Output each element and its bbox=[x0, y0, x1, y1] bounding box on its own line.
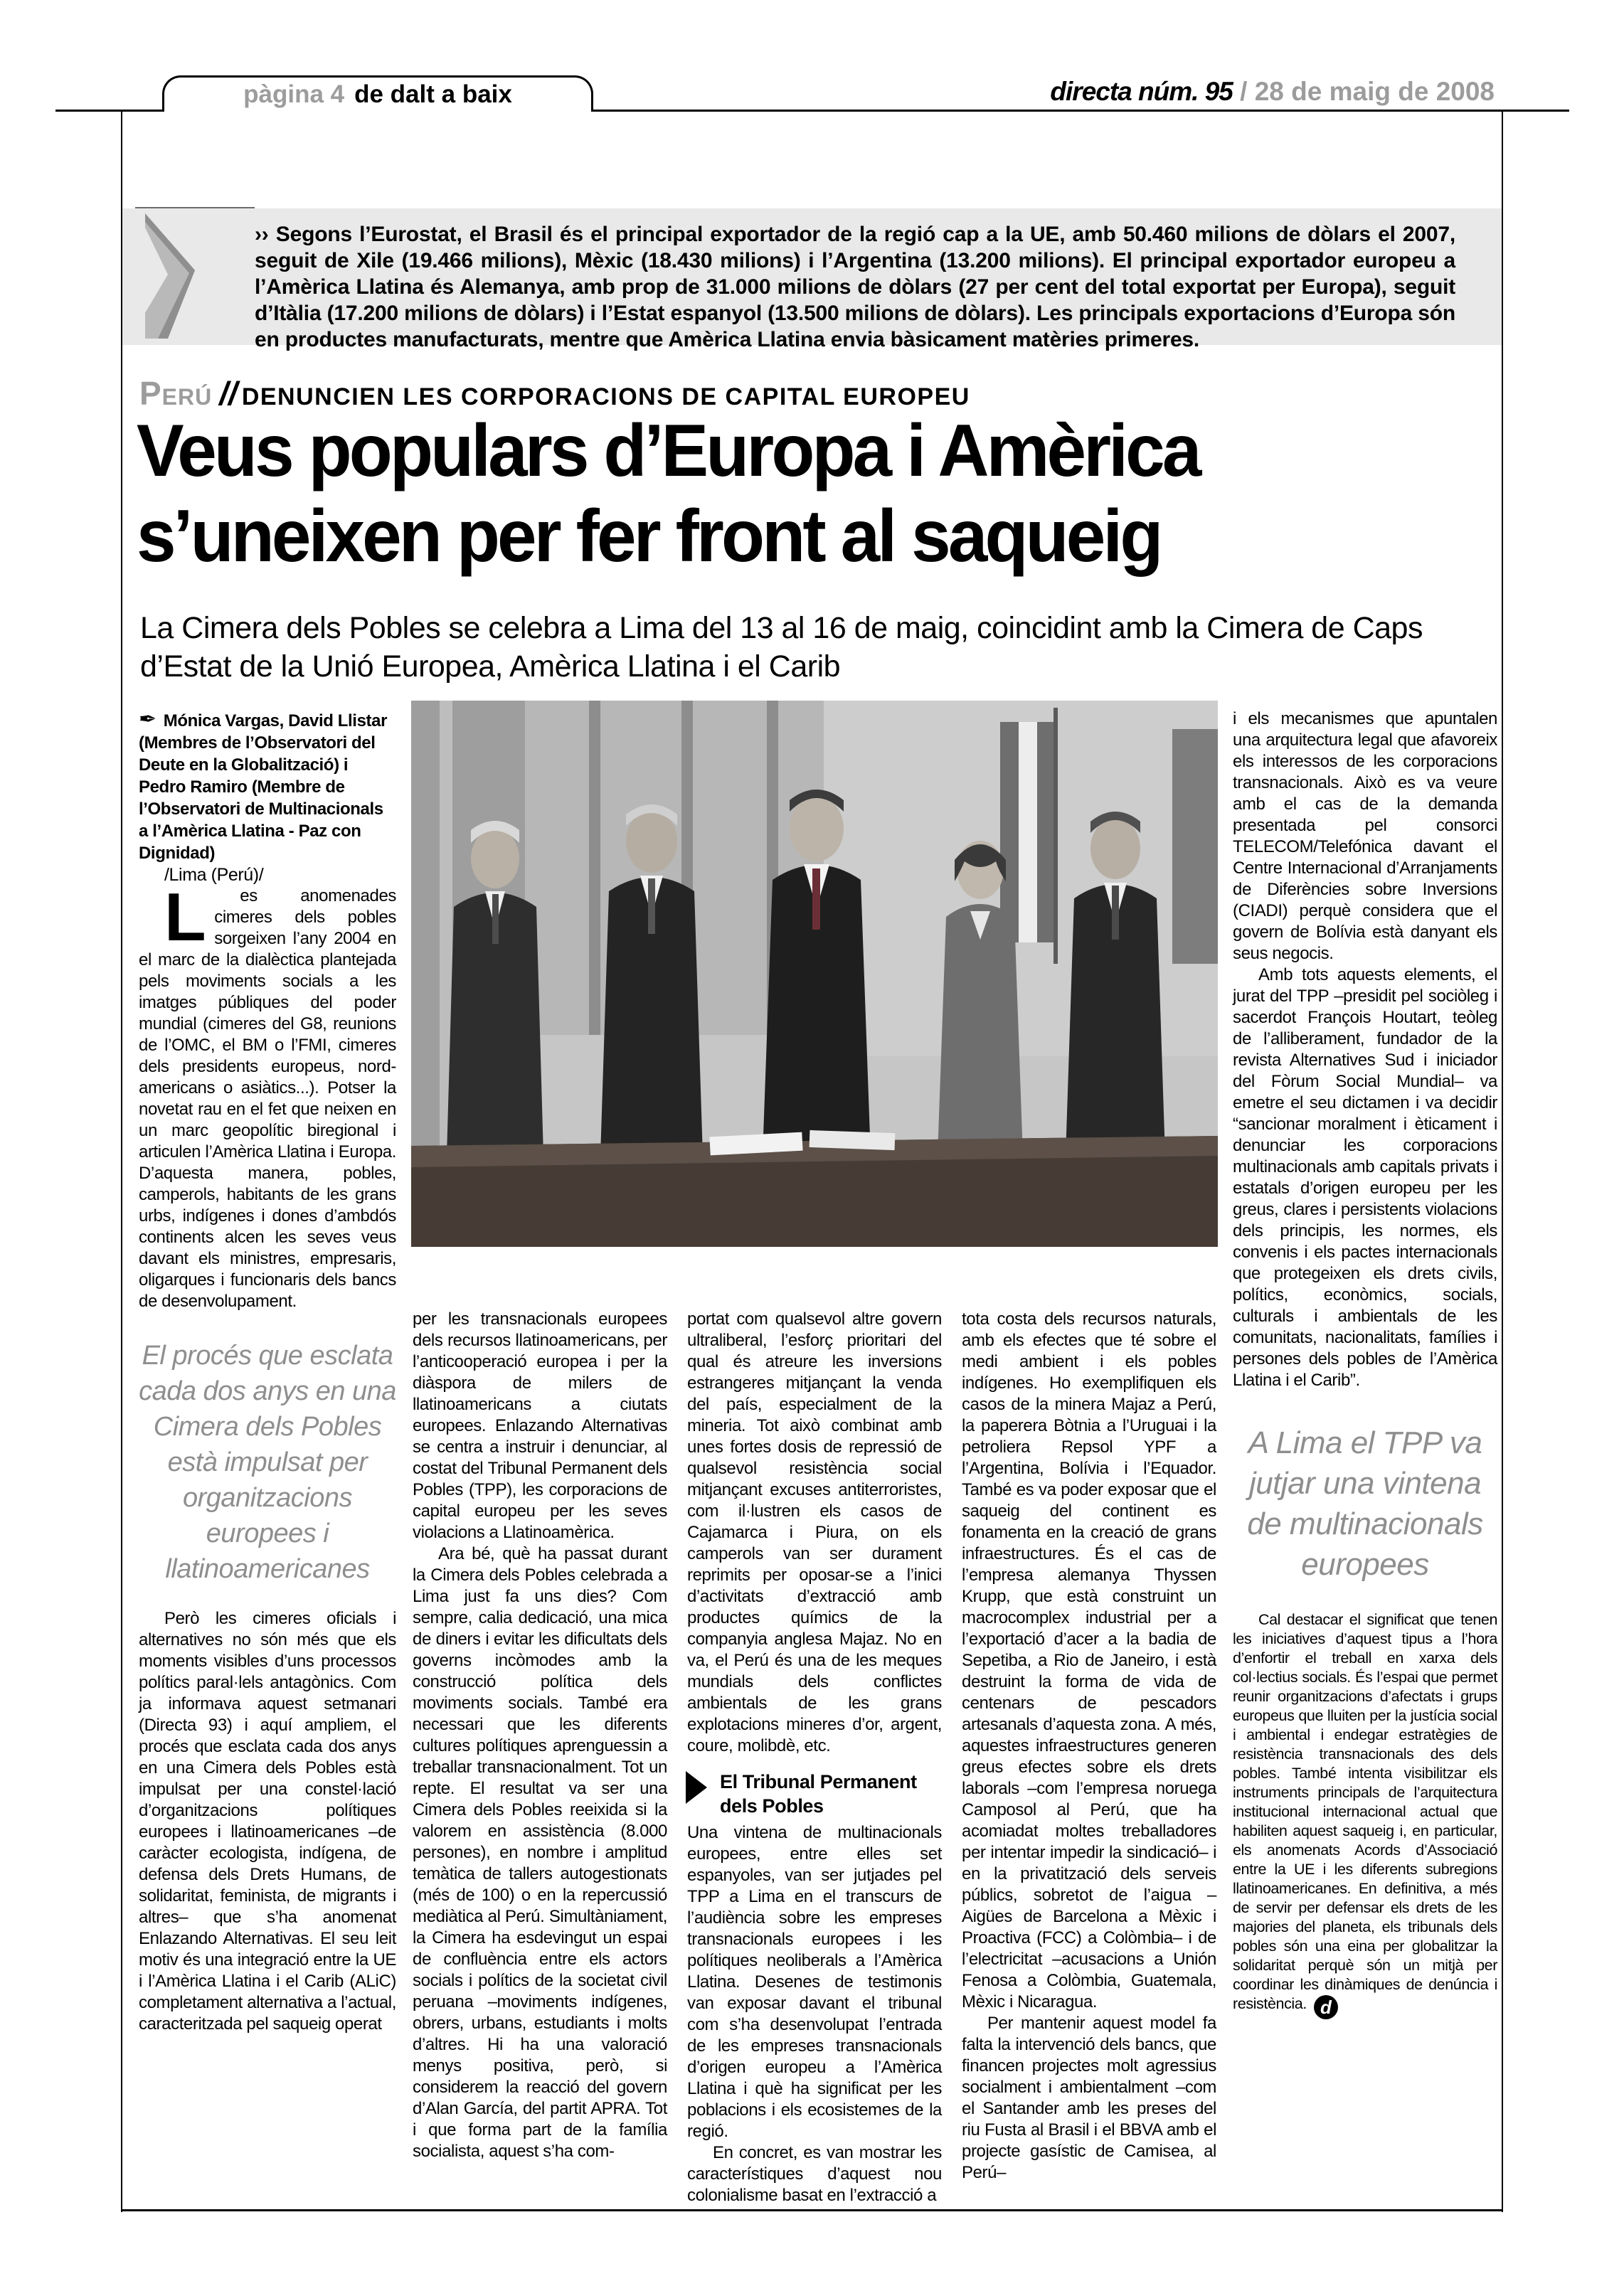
standfirst: La Cimera dels Pobles se celebra a Lima del 13 al 16 de maig, coincidint amb la Cimera de Caps d’Estat de la Unió Europea, Amèrica Llatina i el Carib bbox=[140, 611, 1423, 684]
pull-quote-left: El procés que esclata cada dos anys en una Cimera dels Pobles està impulsat per organitzacions europees i llatinoamericanes bbox=[139, 1341, 396, 1584]
opening-paragraph bbox=[139, 879, 396, 1312]
dateline: /Lima (Perú)/ bbox=[164, 865, 264, 885]
section-label: de dalt a baix bbox=[354, 80, 512, 108]
chevron-arrow-icon bbox=[139, 213, 232, 339]
section-marker-icon bbox=[686, 1771, 707, 1804]
paragraph: Per mantenir aquest model fa falta la intervenció dels bancs, que financen projectes molt agressius socialment i ambientalment –com el Santander amb les preses del riu Fusta al Brasil i el BBVA amb el projecte gasístic de Camisea, al Perú– bbox=[962, 2014, 1216, 2182]
photo-image bbox=[411, 701, 1218, 1247]
column-5 bbox=[1233, 708, 1497, 2019]
masthead bbox=[1050, 77, 1495, 107]
issue-title: directa núm. 95 bbox=[1050, 77, 1233, 106]
paragraph: Però les cimeres oficials i alternatives no són més que els moments visibles d’uns processos polítics paral·lels antagònics. Com ja informava aquest setmanari (Directa 93) i aquí ampliem, el procés que esclata cada dos anys en una Cimera dels Pobles està impulsat per una constel·lació d’organitzacions polítiques europees i llatinoamericanes –de caràcter ecologista, indígena, de defensa dels Drets Humans, de solidaritat, feminista, de migrants i altres– que s’ha anomenat Enlazando Alternativas. El seu leit motiv és una integració entre la UE i l’Amèrica Llatina i el Carib (ALiC) completament alternativa a l’actual, caracteritzada pel saqueig operat bbox=[139, 1609, 396, 2034]
bottom-rule bbox=[121, 2209, 1503, 2211]
article-photo bbox=[411, 701, 1218, 1247]
byline-authors: Mónica Vargas, David Llistar (Membres de l’Observatori del Deute en la Globalització) i Pedro Ramiro (Membre de l’Observatori de Multinacionals a l’Amèrica Llatina - Paz con Dignidad) bbox=[139, 711, 388, 863]
kicker-place: Perú bbox=[139, 375, 213, 412]
paragraph: Amb tots aquests elements, el jurat del TPP –presidit pel sociòleg i sacerdot François Houtart, teòleg de l’alliberament, fundador de la revista Alternatives Sud i iniciador del Fòrum Social Mundial– va emetre el seu dictamen i va decidir “sancionar moralment i èticament i denunciar les corporacions multinacionals amb capitals privats i estatals d’origen europeu per les greus, clares i persistents violacions dels principis, les normes, els convenis i els pactes internacionals que protegeixen els drets civils, polítics, econòmics, socials, culturals i ambientals de les comunitats, nacionalitats, famílies i persones dels pobles de l’Amèrica Llatina i el Carib”. bbox=[1233, 965, 1497, 1390]
paragraph: Cal destacar el significat que tenen les iniciatives d’aquest tipus a l’hora d’enfortir el treball en xarxa dels col·lectius socials. És l’espai que permet reunir organitzacions d’afectats i grups europeus que lluiten per la justícia social i ambiental i endegar estratègies de resistència transnacionals des dels pobles. També intenta visibilitzar els instruments principals de l’arquitectura institucional internacional actual que habiliten aquest saqueig i, en particular, els anomenats Acords d’Associació entre la UE i les diferents subregions llatinoamericanes. En definitiva, a més de servir per defensar els drets de les majories del planeta, els tribunals dels pobles són una eina per globalitzar la solidaritat perquè són un mitjà per coordinar les dinàmiques de denúncia i resistència. d bbox=[1233, 1611, 1497, 2018]
column-4 bbox=[962, 1309, 1216, 2184]
pen-icon: ✒ bbox=[139, 708, 156, 731]
page-number-label: pàgina 4 bbox=[243, 80, 345, 108]
end-mark-icon: d bbox=[1314, 1995, 1338, 2019]
lead-summary bbox=[255, 221, 1455, 353]
column-5-top bbox=[1233, 708, 1497, 1391]
pull-quote-right: A Lima el TPP va jutjar una vintena de multinacionals europees bbox=[1247, 1425, 1483, 1582]
drop-cap: L bbox=[164, 879, 206, 955]
page-tab bbox=[162, 75, 593, 112]
lead-text: Segons l’Eurostat, el Brasil és el principal exportador de la regió cap a la UE, amb 50.460 milions de dòlars el 2007, seguit de Xile (19.466 milions), Mèxic (18.430 milions) i l’Argentina (13.200 milions). El principal exportador europeu a l’Amèrica Llatina és Alemanya, amb prop de 31.000 milions de dòlars (27 per cent del total exportat per Europa), seguit d’Itàlia (17.200 milions de dòlars) i l’Estat espanyol (13.500 milions de dòlars). Les principals exportacions d’Europa són en productes manufacturats, mentre que Amèrica Llatina envia bàsicament matèries primeres. bbox=[255, 223, 1456, 351]
headline-line2: s’uneixen per fer front al saqueig bbox=[137, 495, 1161, 578]
column-2 bbox=[413, 1309, 667, 2162]
column-3-top bbox=[687, 1309, 942, 1757]
left-border bbox=[121, 110, 122, 2212]
byline bbox=[139, 708, 396, 864]
paragraph: i els mecanismes que apuntalen una arquitectura legal que afavoreix els interessos de les corporacions transnacionals. Això es va veure amb el cas de la demanda presentada pel consorci TELECOM/Telefónica davant el Centre Internacional d’Arranjaments de Diferències sobre Inversions (CIADI) perquè considera que el govern de Bolívia està danyant els seus negocis. bbox=[1233, 709, 1497, 963]
column-5-bottom bbox=[1233, 1610, 1497, 2019]
section-heading bbox=[687, 1770, 942, 1818]
column-3-bottom bbox=[687, 1822, 942, 2206]
issue-date: / 28 de maig de 2008 bbox=[1232, 77, 1495, 106]
headline-line1: Veus populars d’Europa i Amèrica bbox=[137, 410, 1199, 492]
kicker bbox=[139, 374, 970, 413]
paragraph: En concret, es van mostrar les característiques d’aquest nou colonialisme basat en l’extracció a bbox=[687, 2143, 942, 2205]
lead-marker: ›› bbox=[255, 223, 269, 246]
column-1-continuation bbox=[139, 1608, 396, 2035]
column-1 bbox=[139, 708, 396, 2035]
paragraph: tota costa dels recursos naturals, amb els efectes que té sobre el medi ambient i els pobles indígenes. Ho exemplifiquen els casos de la minera Majaz a Perú, la paperera Bòtnia a l’Uruguai i la petroliera Repsol YPF a l’Argentina, Bolívia i l’Equador. També es va poder exposar que el saqueig del continent es fonamenta en la creació de grans infraestructures. És el cas de l’empresa alemanya Thyssen Krupp, que està construint un macrocomplex industrial per a l’exportació d’acer a la badia de Sepetiba, a Rio de Janeiro, i està destruint la forma de vida de centenars de pescadors artesanals d’aquesta zona. A més, aquestes infraestructures generen greus efectes sobre els drets laborals –com l’empresa noruega Camposol al Perú, que ha acomiadat moltes treballadores per intentar impedir la sindicació– i en la privatització dels serveis públics, sobretot de l’aigua –Aigües de Barcelona a Mèxic i Proactiva (FCC) a Colòmbia– i de l’electricitat –acusacions a Unión Fenosa a Colòmbia, Guatemala, Mèxic i Nicaragua. bbox=[962, 1309, 1216, 2011]
column-3 bbox=[687, 1309, 942, 2206]
paragraph: Ara bé, què ha passat durant la Cimera dels Pobles celebrada a Lima just fa uns dies? Com sempre, calia dedicació, una mica de diners i evitar les dificultats dels governs incòmodes amb la construcció política dels moviments socials. També era necessari que les diferents cultures polítiques aprenguessin a treballar transnacionalment. Tot un repte. El resultat va ser una Cimera dels Pobles reeixida si la valorem en assistència (8.000 persones), en nombre i amplitud temàtica de tallers autogestionats (més de 100) o en la repercussió mediàtica al Perú. Simultàniament, la Cimera ha esdevingut un espai de confluència entre els actors socials i polítics de la societat civil peruana –moviments indígenes, obrers, urbans, estudiants i molts d’altres. Hi ha una valoració menys positiva, però, si considerem la reacció del govern d’Alan García, del partit APRA. Tot i que forma part de la família socialista, aquest s’ha com- bbox=[413, 1544, 667, 2161]
paragraph-text: es anomenades cimeres dels pobles sorgeixen l’any 2004 en el marc de la dialèctica plantejada pels moviments socials a les imatges públiques del poder mundial (cimeres del G8, reunions de l’OMC, el BM o l’FMI, cimeres dels presidents europeus, nord-americans o asiàtics...). Potser la novetat rau en el fet que neixen en un marc geopolític biregional i articulen l’Amèrica Llatina i Europa. D’aquesta manera, pobles, camperols, habitants de les grans urbs, indígenes i dones d’ambdós continents alcen les seves veus davant els ministres, empresaris, oligarques i funcionaris dels bancs de desenvolupament. bbox=[139, 886, 396, 1311]
section-heading-text: El Tribunal Permanent dels Pobles bbox=[720, 1771, 917, 1817]
kicker-text: DENUNCIEN LES CORPORACIONS DE CAPITAL EUROPEU bbox=[241, 383, 970, 410]
paragraph: portat com qualsevol altre govern ultraliberal, l’esforç prioritari del qual és atreure les inversions estrangeres mitjançant la venda del país, especialment de la mineria. Tot això combinat amb unes fortes dosis de repressió de qualsevol resistència social mitjançant excuses antiterroristes, com il·lustren els casos de Cajamarca i Piura, on els camperols van ser durament reprimits per oposar-se a l’inici d’activitats d’extracció amb productes químics de la companyia anglesa Majaz. No en va, el Perú és una de les meques mundials dels conflictes ambientals de les grans explotacions mineres d’or, argent, coure, molibdè, etc. bbox=[687, 1309, 942, 1755]
paragraph: Una vintena de multinacionals europees, entre elles set espanyoles, van ser jutjades pel TPP a Lima en el transcurs de l’audiència sobre les empreses transnacionals europees i les polítiques neoliberals a l’Amèrica Llatina. Desenes de testimonis van exposar davant el tribunal com s’ha desenvolupat l’entrada de les empreses transnacionals d’origen europeu a l’Amèrica Llatina i què ha significat per les poblacions i els ecosistemes de la regió. bbox=[687, 1823, 942, 2141]
paragraph: per les transnacionals europees dels recursos llatinoamericans, per l’anticooperació europea i per la diàspora de milers de llatinoamericans a ciutats europees. Enlazando Alternativas se centra a instruir i denunciar, al costat del Tribunal Permanent dels Pobles (TPP), les corporacions de capital europeu per les seves violacions a Llatinoamèrica. bbox=[413, 1309, 667, 1542]
kicker-separator: // bbox=[219, 375, 238, 412]
headline bbox=[137, 408, 1545, 579]
